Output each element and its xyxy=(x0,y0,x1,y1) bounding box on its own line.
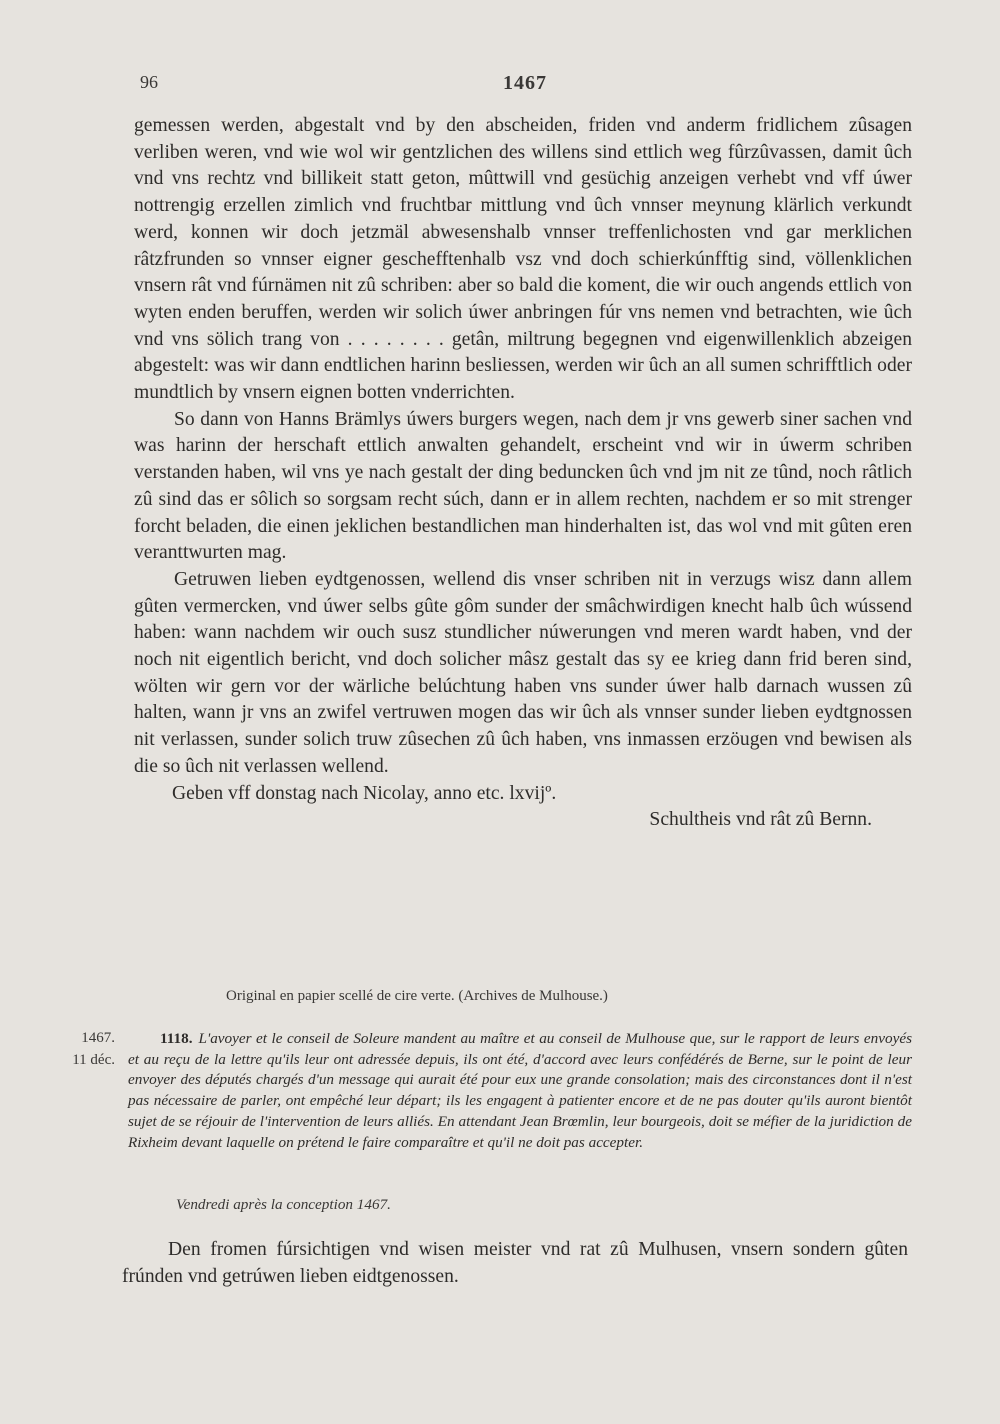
page-number: 96 xyxy=(140,72,158,92)
letter-body xyxy=(134,113,912,834)
letter-signature: Schultheis vnd rât zû Bernn. xyxy=(649,809,872,831)
margin-date xyxy=(55,1027,115,1071)
margin-year: 1467. xyxy=(81,1030,115,1046)
entry-summary: L'avoyer et le conseil de Soleure mandent au maître et au conseil de Mulhouse que, sur le rapport de leurs envoyés et au reçu de la lettre qu'ils leur ont adressée depuis, ils ont été, d'accord avec leurs confédérés de Berne, sur le point de leur envoyer des députés chargés d'un message qui aurait été pour eux une grande consolation; mais des circonstances dont il n'est pas nécessaire de parler, ont empêché leur départ; ils les engagent à patienter encore et de ne pas douter qu'ils auront bientôt sujet de se réjouir de l'intervention de leurs alliés. En attendant Jean Brœmlin, leur bourgeois, doit se méfier de la juridiction de Rixheim devant laquelle on prétend le faire comparaître et qu'il ne doit pas accepter. xyxy=(128,1030,912,1151)
entry-date: Vendredi après la conception 1467. xyxy=(176,1196,391,1213)
source-note: Original en papier scellé de cire verte. (Archives de Mulhouse.) xyxy=(226,988,608,1004)
letter-dateline: Geben vff donstag nach Nicolay, anno etc. lxvijº. xyxy=(172,782,557,804)
running-head-year: 1467 xyxy=(503,72,547,94)
entry-address: Den fromen fúrsichtigen vnd wisen meister vnd rat zû Mulhusen, vnsern sondern gûten frúnden vnd getrúwen lieben eidtgenossen. xyxy=(122,1239,908,1287)
margin-day: 11 déc. xyxy=(72,1052,115,1068)
page-header xyxy=(140,72,910,102)
entry-summary-block xyxy=(128,1029,912,1153)
entry-number: 1118. xyxy=(160,1030,193,1047)
letter-paragraph: Getruwen lieben eydtgenossen, wellend dis vnser schriben nit in verzugs wisz dann allem gûten vermercken, vnd úwer selbs gûte gôm sunder der smâchwirdigen knecht halb ûch wússend haben: wann nachdem wir ouch susz stundlicher núwerungen vnd meren wardt haben, vnd der noch nit eigentlich bericht, vnd doch solicher mâsz gestalt das sy ee krieg dann frid beren sind, wölten wir gern vor der wärliche belúchtung haben vns sunder úwer halb darnach wussen zû halten, wann jr vns an zwifel vertruwen mogen das wir ûch als vnnser sunder lieben eydtgnossen nit verlassen, sunder solich truw zûsechen zû ûch haben, vns inmassen erzöugen vnd bewisen als die so ûch nit verlassen wellend. xyxy=(134,568,912,777)
letter-paragraph: gemessen werden, abgestalt vnd by den abscheiden, friden vnd anderm fridlichem zûsagen verliben weren, vnd wie wol wir gentzlichen des willens sind ettlich weg fûrzûvassen, damit ûch vnd vns rechtz vnd billikeit statt geton, mûttwill vnd gesüchig anzeigen verhebt vnd vff úwer nottrengig erzellen zimlich vnd fruchtbar mittlung vnd ûch vnnser meynung klärlich verkundt werd, konnen wir doch jetzmäl abwesenshalb vnnser treffenlichosten vnd gar merklichen râtzfrunden so vnnser eigner geschefftenhalb vsz vnd doch schierkúnfftig sind, völlenklichen vnsern rât vnd fúrnämen nit zû schriben: aber so bald die koment, die wir ouch angends ettlich von wyten enden beruffen, werden wir solich úwer anbringen fúr vns nemen vnd betrachten, wie ûch vnd vns sölich trang von . . . . . . . . getân, miltrung begegnen vnd eigenwillenklich abzeigen abgestelt: was wir dann endtlichen harinn besliessen, werden wir ûch an all sumen schrifftlich oder mundtlich by vnsern eignen botten vnderrichten. xyxy=(134,115,912,404)
letter-paragraph: So dann von Hanns Brämlys úwers burgers wegen, nach dem jr vns gewerb siner sachen vnd was harinn der herschaft ettlich anwalten gehandelt, erscheint vnd wir in úwerm schriben verstanden haben, wil vns ye nach gestalt der ding beduncken ûch vnd jm nit ze tûnd, noch râtlich zû sind das er sôlich so sorgsam recht súch, dann er in allem rechten, nachdem er so mit strenger forcht beladen, die einen jeklichen bestandlichen man hinderhalten ist, das wol vnd mit gûten eren veranttwurten mag. xyxy=(134,408,912,564)
